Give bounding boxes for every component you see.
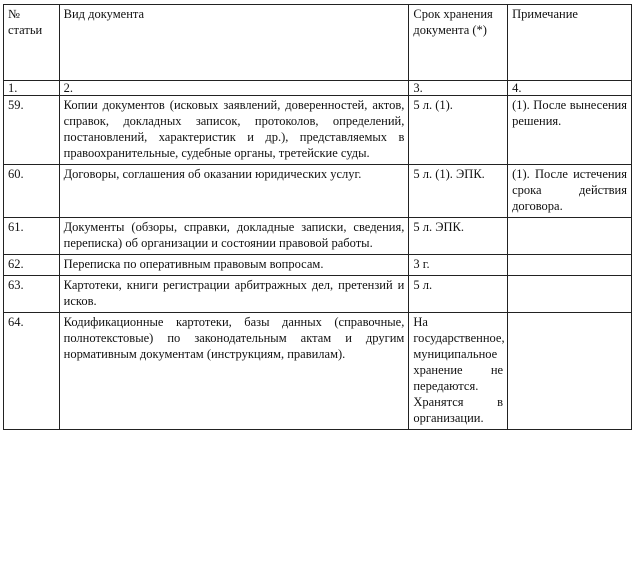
header-article-number: № статьи <box>4 5 60 81</box>
row-note <box>508 255 632 276</box>
column-number: 2. <box>59 81 409 96</box>
column-number: 1. <box>4 81 60 96</box>
row-retention-term: 3 г. <box>409 255 508 276</box>
table-row <box>4 218 632 255</box>
row-note <box>508 276 632 313</box>
row-article-number: 61. <box>4 218 60 255</box>
row-document-kind: Документы (обзоры, справки, докладные записки, сведения, переписка) об организации и состоянии правовой работы. <box>59 218 409 255</box>
column-number-row <box>4 81 632 96</box>
row-article-number: 63. <box>4 276 60 313</box>
row-retention-term: 5 л. (1). ЭПК. <box>409 165 508 218</box>
table-header-row <box>4 5 632 81</box>
header-document-kind: Вид документа <box>59 5 409 81</box>
row-document-kind: Кодификационные картотеки, базы данных (справочные, полнотекстовые) по законодательным актам и другим нормативным документам (инструкциям, правилам). <box>59 313 409 430</box>
table-row <box>4 255 632 276</box>
row-note: (1). После вынесения решения. <box>508 96 632 165</box>
column-number: 4. <box>508 81 632 96</box>
row-note <box>508 313 632 430</box>
table-row <box>4 313 632 430</box>
row-note <box>508 218 632 255</box>
header-note: Примечание <box>508 5 632 81</box>
row-article-number: 64. <box>4 313 60 430</box>
row-retention-term: 5 л. <box>409 276 508 313</box>
table-row <box>4 96 632 165</box>
row-retention-term: 5 л. (1). <box>409 96 508 165</box>
table-row <box>4 165 632 218</box>
retention-table <box>3 4 632 430</box>
row-note: (1). После истечения срока действия договора. <box>508 165 632 218</box>
row-article-number: 60. <box>4 165 60 218</box>
row-retention-term: 5 л. ЭПК. <box>409 218 508 255</box>
row-article-number: 62. <box>4 255 60 276</box>
row-document-kind: Переписка по оперативным правовым вопросам. <box>59 255 409 276</box>
column-number: 3. <box>409 81 508 96</box>
row-retention-term: На государственное, муниципальное хранение не передаются. Хранятся в организации. <box>409 313 508 430</box>
header-retention-term: Срок хранения документа (*) <box>409 5 508 81</box>
row-article-number: 59. <box>4 96 60 165</box>
row-document-kind: Картотеки, книги регистрации арбитражных дел, претензий и исков. <box>59 276 409 313</box>
row-document-kind: Договоры, соглашения об оказании юридических услуг. <box>59 165 409 218</box>
row-document-kind: Копии документов (исковых заявлений, доверенностей, актов, справок, докладных записок, протоколов, определений, постановлений, характеристик и др.), представляемых в правоохранительные, судебные органы, третейские суды. <box>59 96 409 165</box>
table-row <box>4 276 632 313</box>
